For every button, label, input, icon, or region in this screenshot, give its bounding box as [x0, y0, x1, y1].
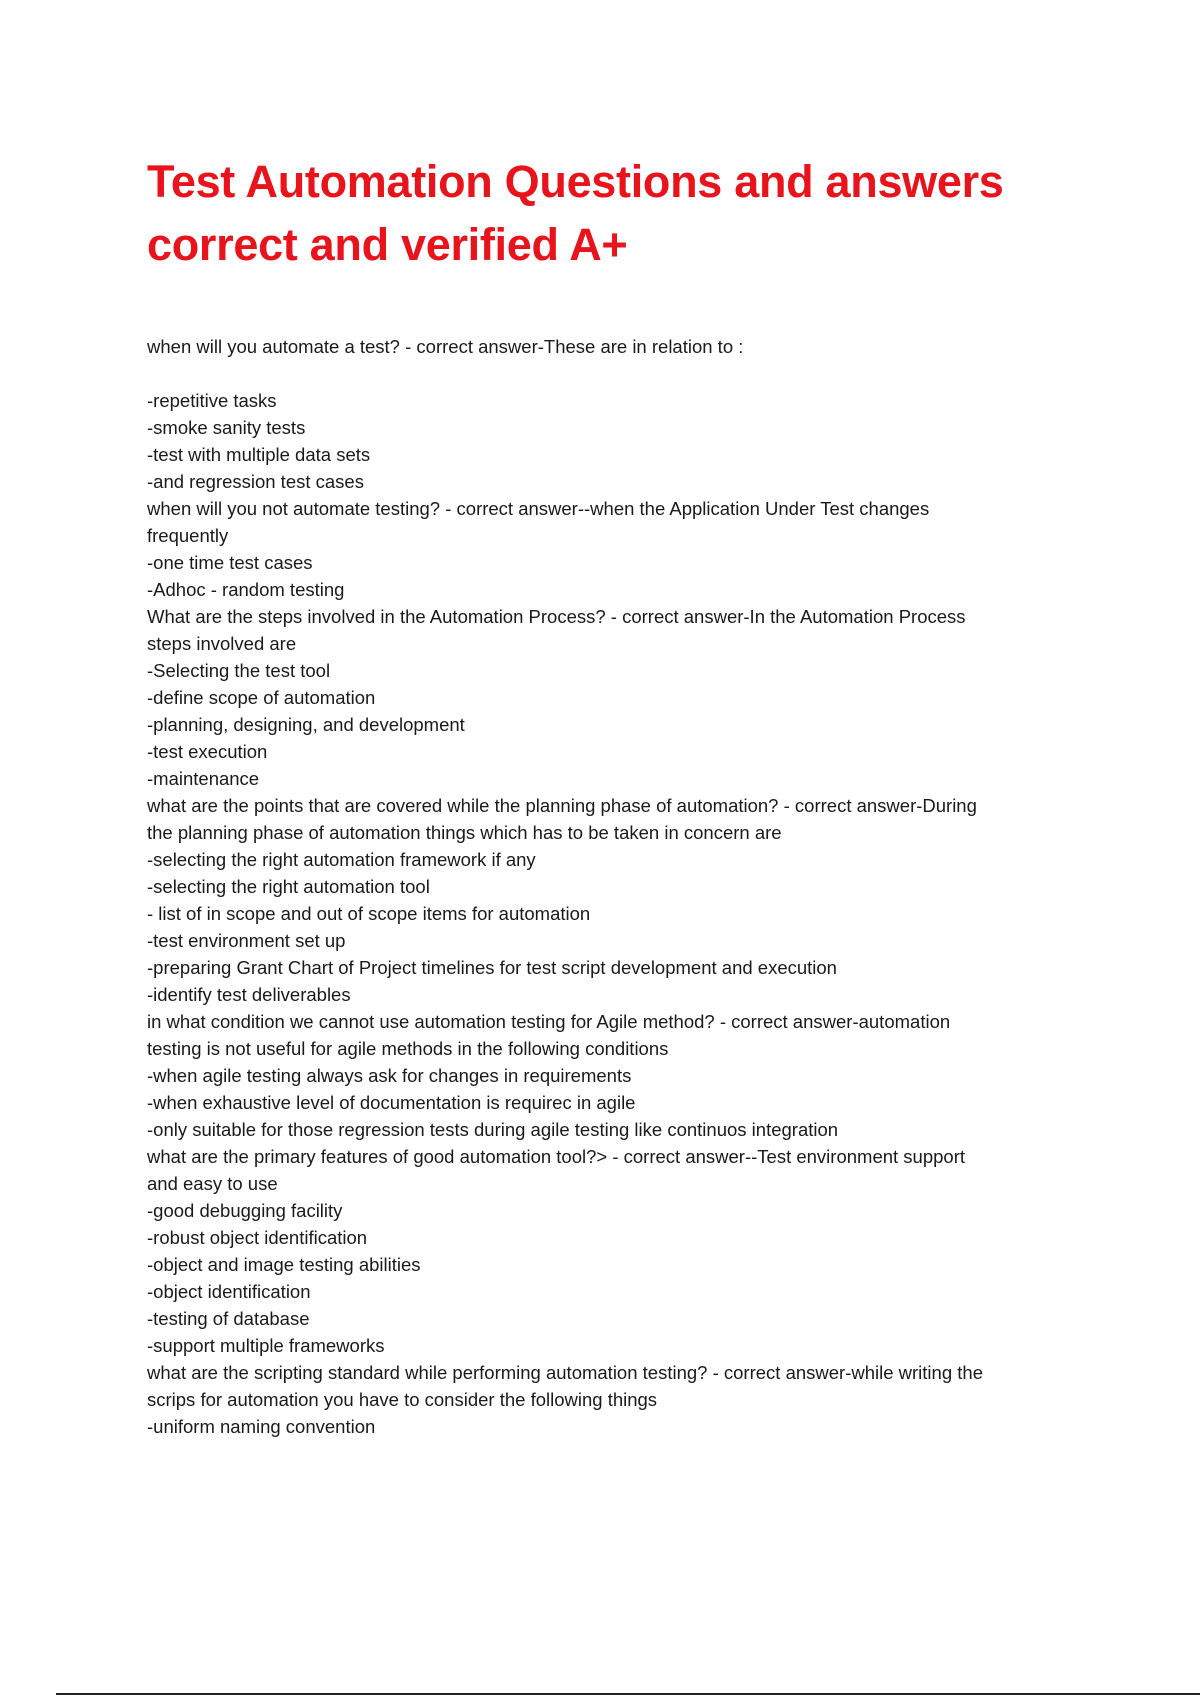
text-line: -identify test deliverables: [147, 984, 351, 1005]
text-line: -when exhaustive level of documentation is requirec in agile: [147, 1092, 636, 1113]
text-line: -Selecting the test tool: [147, 660, 331, 681]
text-line: when will you not automate testing? - correct answer--when the Application Under Test changes: [147, 498, 930, 519]
text-line: -robust object identification: [147, 1227, 368, 1248]
text-line: -only suitable for those regression tests during agile testing like continuos integration: [147, 1119, 839, 1140]
text-line: steps involved are: [147, 633, 297, 654]
text-line: what are the primary features of good automation tool?> - correct answer--Test environment support: [147, 1146, 966, 1167]
text-line: -planning, designing, and development: [147, 714, 465, 735]
text-line: -preparing Grant Chart of Project timelines for test script development and execution: [147, 957, 837, 978]
text-line: what are the points that are covered while the planning phase of automation? - correct answer-During: [147, 795, 977, 816]
text-line: -object identification: [147, 1281, 311, 1302]
text-line: What are the steps involved in the Automation Process? - correct answer-In the Automation Process: [147, 606, 966, 627]
text-line: -define scope of automation: [147, 687, 376, 708]
text-line: -repetitive tasks: [147, 390, 277, 411]
bottom-divider: [56, 1693, 1200, 1695]
text-line: -when agile testing always ask for changes in requirements: [147, 1065, 632, 1086]
text-line: -test with multiple data sets: [147, 444, 371, 465]
text-line: -selecting the right automation framework if any: [147, 849, 536, 870]
text-line: -test environment set up: [147, 930, 346, 951]
text-line: -object and image testing abilities: [147, 1254, 421, 1275]
text-line: - list of in scope and out of scope items for automation: [147, 903, 591, 924]
text-line: -maintenance: [147, 768, 260, 789]
intro-question: when will you automate a test? - correct answer-These are in relation to :: [147, 336, 744, 357]
title-line-1: Test Automation Questions and answers: [147, 156, 1004, 207]
text-line: in what condition we cannot use automation testing for Agile method? - correct answer-automation: [147, 1011, 951, 1032]
text-line: scrips for automation you have to consider the following things: [147, 1389, 658, 1410]
text-line: -Adhoc - random testing: [147, 579, 345, 600]
text-line: frequently: [147, 525, 229, 546]
text-line: -testing of database: [147, 1308, 310, 1329]
text-line: -good debugging facility: [147, 1200, 343, 1221]
page-title: [147, 150, 1107, 276]
text-line: -selecting the right automation tool: [147, 876, 430, 897]
text-line: -smoke sanity tests: [147, 417, 306, 438]
text-line: the planning phase of automation things which has to be taken in concern are: [147, 822, 782, 843]
text-line: testing is not useful for agile methods in the following conditions: [147, 1038, 669, 1059]
title-line-2: correct and verified A+: [147, 219, 628, 270]
text-line: -support multiple frameworks: [147, 1335, 385, 1356]
text-line: and easy to use: [147, 1173, 278, 1194]
document-body: [147, 387, 1107, 1440]
text-line: -uniform naming convention: [147, 1416, 376, 1437]
text-line: -and regression test cases: [147, 471, 364, 492]
text-line: -one time test cases: [147, 552, 313, 573]
text-line: what are the scripting standard while performing automation testing? - correct answer-while writing the: [147, 1362, 983, 1383]
text-line: -test execution: [147, 741, 268, 762]
